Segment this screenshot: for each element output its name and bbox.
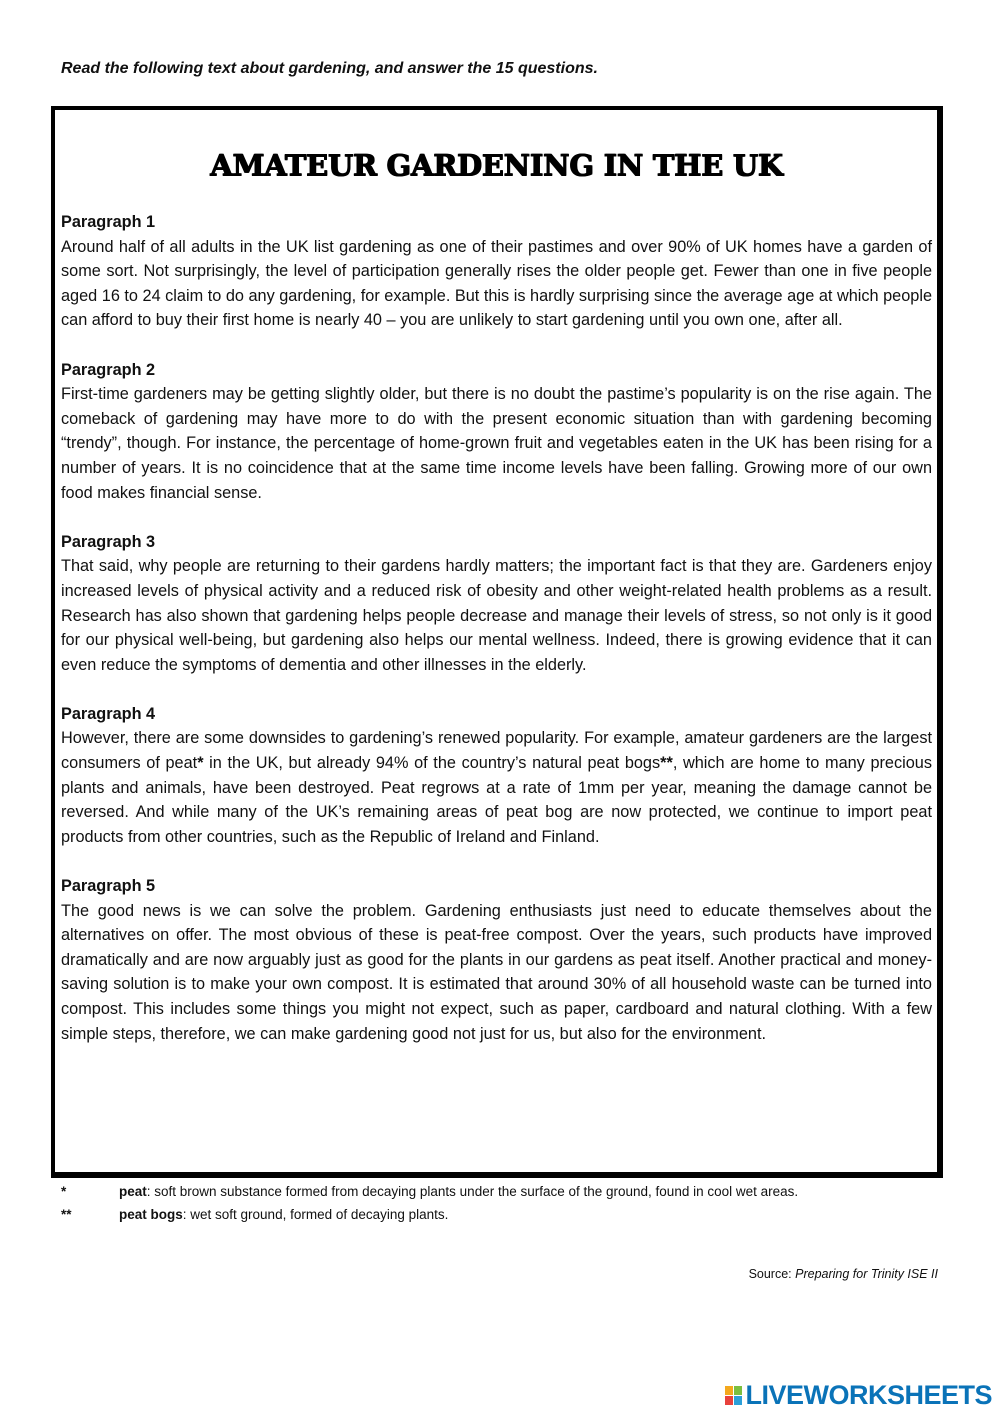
logo-square [725, 1396, 733, 1405]
footnote-term: peat [119, 1184, 147, 1199]
paragraph-5 [61, 874, 932, 1046]
paragraph-text: The good news is we can solve the problem. Gardening enthusiasts just need to educate themselves about the alternatives on offer. The most obvious of these is peat-free compost. Over the years, such products have improved dramatically and are now arguably just as good for the plants in our gardens as peat itself. Another practical and money-saving solution is to make your own compost. It is estimated that around 30% of all household waste can be turned into compost. This includes some things you might not expect, such as paper, cardboard and natural clothing. With a few simple steps, therefore, we can make gardening good not just for us, but also for the environment. [61, 901, 932, 1043]
paragraph-1 [61, 210, 932, 333]
footnote-peat [61, 1180, 798, 1203]
paragraph-heading: Paragraph 4 [61, 704, 156, 723]
paragraph-text: , which are home to many precious plants and animals, have been destroyed. Peat regrows at a rate of 1mm per year, meaning the damage cannot be reversed. And while many of the UK’s remaining areas of peat bog are now protected, we continue to import peat products from other countries, such as the Republic of Ireland and Finland. [61, 754, 932, 846]
paragraph-text: First-time gardeners may be getting slightly older, but there is no doubt the pastime’s popularity is on the rise again. The comeback of gardening may have more to do with the present economic situation than with gardening becoming “trendy”, though. For instance, the percentage of home-grown fruit and vegetables eaten in the UK has been rising for a number of years. It is no coincidence that at the same time income levels have been falling. Growing more of our own food makes financial sense. [61, 385, 932, 502]
paragraph-text: However, there are some downsides to gardening’s renewed popularity. For example, amateur gardeners are the largest consumers of peat [61, 729, 932, 773]
footnote-definition: : wet soft ground, formed of decaying plants. [182, 1207, 449, 1222]
paragraph-2 [61, 358, 932, 506]
liveworksheets-logo [725, 1380, 992, 1411]
footnote-mark: * [61, 1184, 67, 1199]
logo-square [734, 1396, 742, 1405]
paragraph-heading: Paragraph 1 [61, 213, 156, 231]
logo-text: LIVEWORKSHEETS [745, 1380, 992, 1410]
passage-body [61, 210, 932, 1071]
source-label: Source: [748, 1267, 796, 1281]
paragraph-heading: Paragraph 5 [61, 877, 156, 896]
reading-passage-box [51, 106, 943, 1178]
paragraph-text: in the UK, but already 94% of the country’s natural peat bogs [203, 754, 661, 773]
paragraph-heading: Paragraph 2 [61, 360, 156, 379]
paragraph-3 [61, 530, 932, 678]
paragraph-text: Around half of all adults in the UK list gardening as one of their pastimes and over 90% of UK homes have a garden of some sort. Not surprisingly, the level of participation generally rises the older people get. Fewer than one in five people aged 16 to 24 claim to do any gardening, for example. But this is hardly surprising since the average age at which people can afford to buy their first home is nearly 40 – you are unlikely to start gardening until you own one, after all. [61, 237, 932, 330]
paragraph-4 [61, 702, 932, 850]
source-citation [749, 1267, 938, 1281]
footnote-mark: ** [61, 1207, 72, 1222]
logo-square [734, 1386, 742, 1395]
passage-title: AMATEUR GARDENING IN THE UK [209, 148, 783, 182]
footnote-peat-bogs [61, 1203, 798, 1226]
footnote-term: peat bogs [119, 1207, 183, 1222]
logo-icon [725, 1386, 742, 1405]
footnote-definition: : soft brown substance formed from decaying plants under the surface of the ground, found in cool wet areas. [146, 1184, 799, 1199]
source-title: Preparing for Trinity ISE II [795, 1267, 938, 1281]
logo-square [725, 1386, 733, 1395]
paragraph-text: That said, why people are returning to their gardens hardly matters; the important fact is that they are. Gardeners enjoy increased levels of physical activity and a reduced risk of obesity and other weight-related health problems as a result. Research has also shown that gardening helps people decrease and manage their levels of stress, so not only is it good for our physical well-being, but gardening also helps our mental wellness. Indeed, there is growing evidence that it can even reduce the symptoms of dementia and other illnesses in the elderly. [61, 557, 932, 674]
footnotes [61, 1180, 798, 1226]
instruction-text: Read the following text about gardening, and answer the 15 questions. [61, 60, 598, 77]
footnote-marker: ** [660, 754, 673, 773]
paragraph-heading: Paragraph 3 [61, 532, 156, 551]
footnote-marker: * [197, 754, 204, 773]
